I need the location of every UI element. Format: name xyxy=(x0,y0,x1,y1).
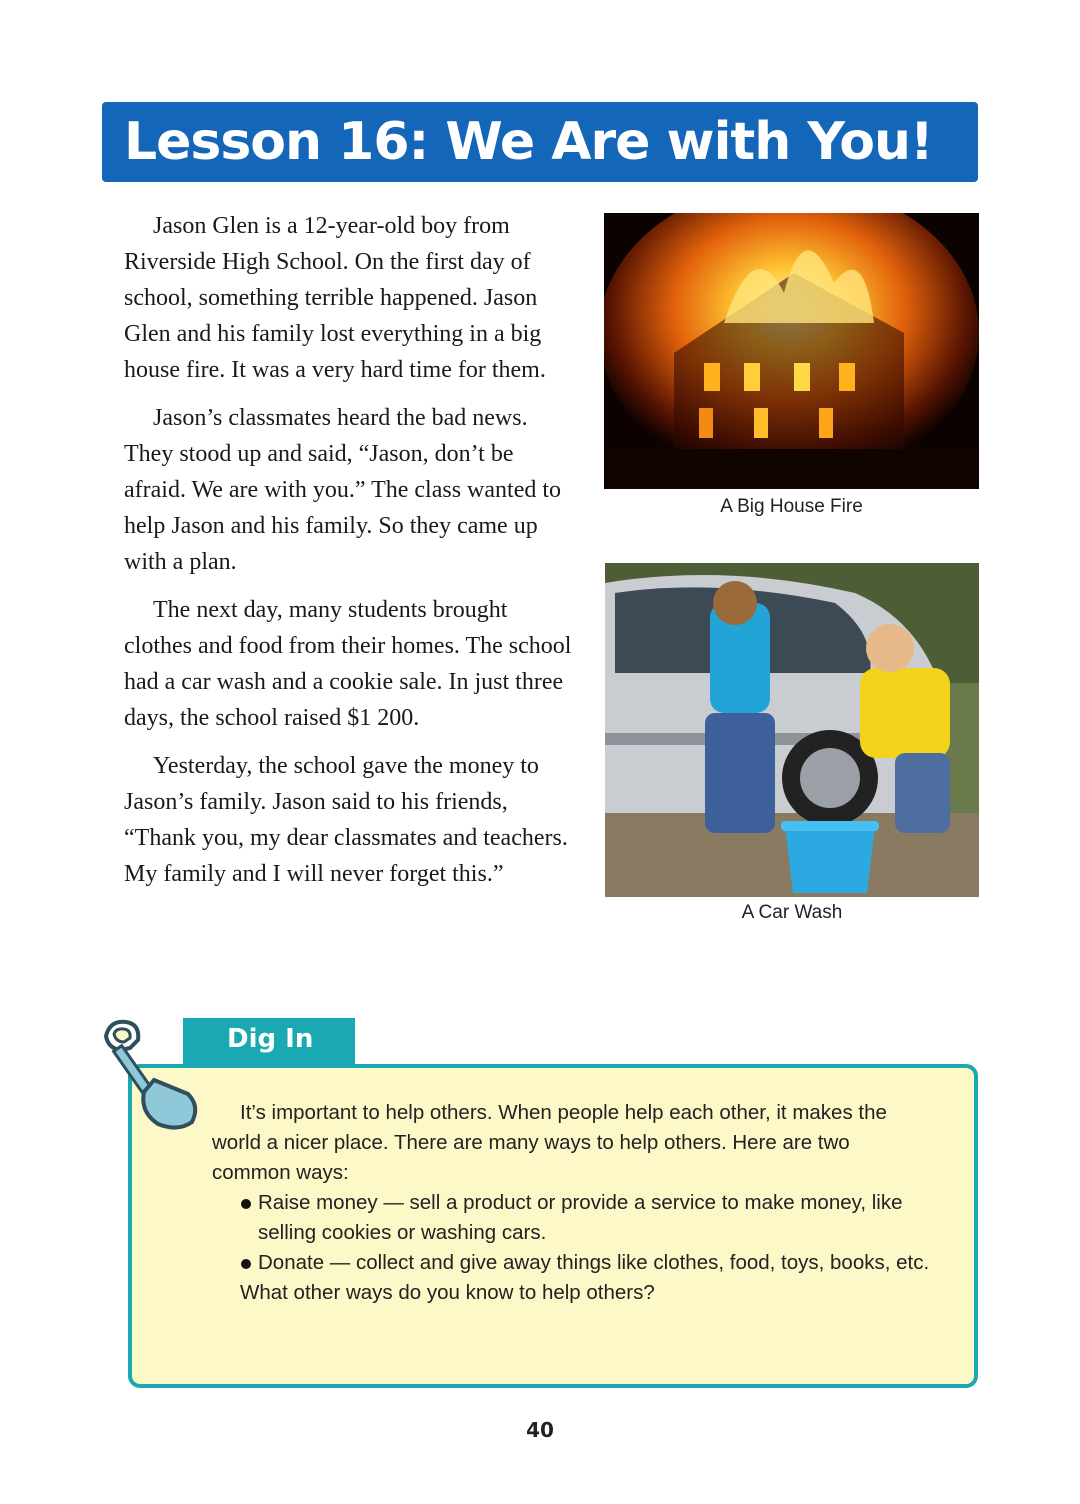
story-text xyxy=(124,208,580,904)
story-paragraph: Yesterday, the school gave the money to Jason’s family. Jason said to his friends, “Thank you, my dear classmates and teachers. My family and I will never forget this.” xyxy=(124,753,568,887)
story-paragraph: Jason’s classmates heard the bad news. They stood up and said, “Jason, don’t be afraid. We are with you.” The class wanted to help Jason and his family. So they came up with a plan. xyxy=(124,405,562,575)
list-item: Raise money — sell a product or provide a service to make money, like selling cookies or washing cars. xyxy=(240,1188,932,1248)
house-fire-photo xyxy=(604,213,979,489)
dig-in-list xyxy=(212,1188,932,1278)
lesson-title: Lesson 16: We Are with You! xyxy=(124,112,933,172)
house-fire-caption: A Big House Fire xyxy=(720,496,863,517)
dig-in-question: What other ways do you know to help others? xyxy=(240,1281,655,1304)
dig-in-intro: It’s important to help others. When people help each other, it makes the world a nicer place. There are many ways to help others. Here are two common ways: xyxy=(212,1101,887,1184)
page-number: 40 xyxy=(526,1418,554,1442)
dig-in-heading: Dig In xyxy=(227,1024,314,1054)
dig-in-content xyxy=(212,1098,932,1308)
story-paragraph: The next day, many students brought clothes and food from their homes. The school had a car wash and a cookie sale. In just three days, the school raised $1 200. xyxy=(124,597,572,731)
list-item: Donate — collect and give away things like clothes, food, toys, books, etc. xyxy=(240,1248,932,1278)
dig-in-tab xyxy=(183,1018,355,1066)
shovel-icon xyxy=(96,1014,206,1134)
lesson-title-bar xyxy=(102,102,978,182)
car-wash-caption: A Car Wash xyxy=(741,902,843,923)
story-paragraph: Jason Glen is a 12-year-old boy from Riverside High School. On the first day of school, something terrible happened. Jason Glen and his family lost everything in a big house fire. It was a very hard time for them. xyxy=(124,213,546,383)
car-wash-photo xyxy=(605,563,979,897)
